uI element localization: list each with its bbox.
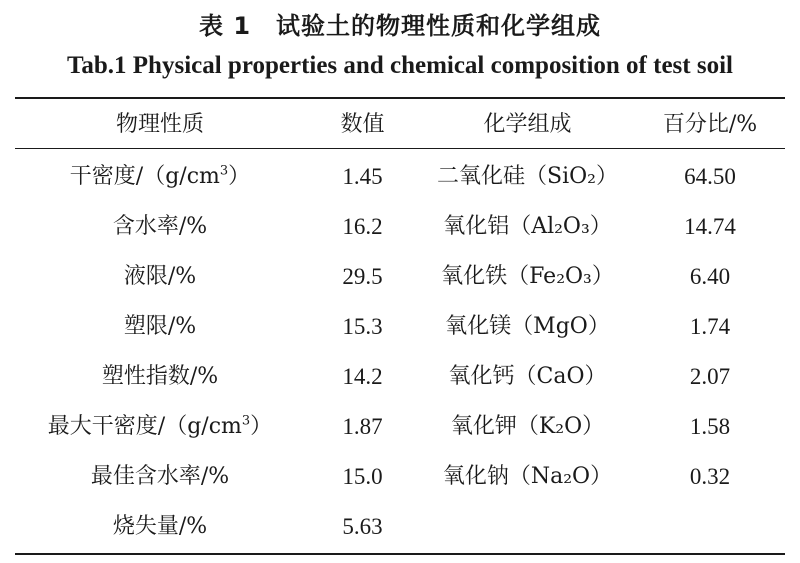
table-title-english: Tab.1 Physical properties and chemical composition of test soil (67, 52, 733, 79)
chemical-component-percentage: 1.74 (689, 314, 731, 339)
chemical-component-label: 氧化钾（K₂O） (450, 414, 605, 439)
chemical-component-percentage: 6.40 (689, 264, 731, 289)
top-rule (15, 97, 785, 99)
physical-property-value: 14.2 (342, 364, 383, 389)
physical-property-label: 液限/% (123, 264, 197, 289)
physical-property-value: 1.45 (342, 164, 383, 189)
table-title-chinese: 表 1 试验土的物理性质和化学组成 (198, 12, 602, 40)
bottom-rule (15, 553, 785, 555)
header-rule (15, 148, 785, 149)
chemical-component-label: 二氧化硅（SiO₂） (437, 164, 618, 189)
physical-property-label: 烧失量/% (112, 514, 208, 539)
physical-property-label: 干密度$/(g/cm^3)$ (69, 163, 251, 189)
physical-property-label: 最佳含水率/% (90, 464, 230, 489)
physical-property-value: 1.87 (342, 414, 383, 439)
chemical-component-percentage: 14.74 (684, 214, 736, 239)
physical-property-label: 含水率/% (112, 214, 208, 239)
chemical-component-percentage: 1.58 (689, 414, 731, 439)
header-value: 数值 (340, 112, 385, 137)
physical-property-label: 塑性指数/% (101, 364, 219, 389)
chemical-component-percentage: 0.32 (689, 464, 731, 489)
chemical-component-label: 氧化铁（Fe₂O₃） (441, 264, 614, 289)
chemical-component-label: 氧化钠（Na₂O） (442, 464, 613, 489)
physical-property-value: 15.0 (342, 464, 383, 489)
chemical-component-label: 氧化镁（MgO） (445, 314, 610, 339)
chemical-component-percentage: 2.07 (689, 364, 731, 389)
header-percentage: 百分比/% (662, 112, 758, 137)
physical-property-value: 16.2 (342, 214, 383, 239)
chemical-component-label: 氧化铝（Al₂O₃） (443, 214, 612, 239)
header-chemical-composition: 化学组成 (483, 112, 572, 137)
physical-property-value: 5.63 (342, 514, 383, 539)
chemical-component-percentage: 64.50 (684, 164, 736, 189)
chemical-component-label: 氧化钙（CaO） (448, 364, 607, 389)
physical-property-value: 29.5 (342, 264, 383, 289)
physical-property-label: 最大干密度$/(g/cm^3)$ (47, 413, 273, 439)
physical-property-label: 塑限/% (123, 314, 197, 339)
header-physical-property: 物理性质 (115, 112, 204, 137)
physical-property-value: 15.3 (342, 314, 383, 339)
